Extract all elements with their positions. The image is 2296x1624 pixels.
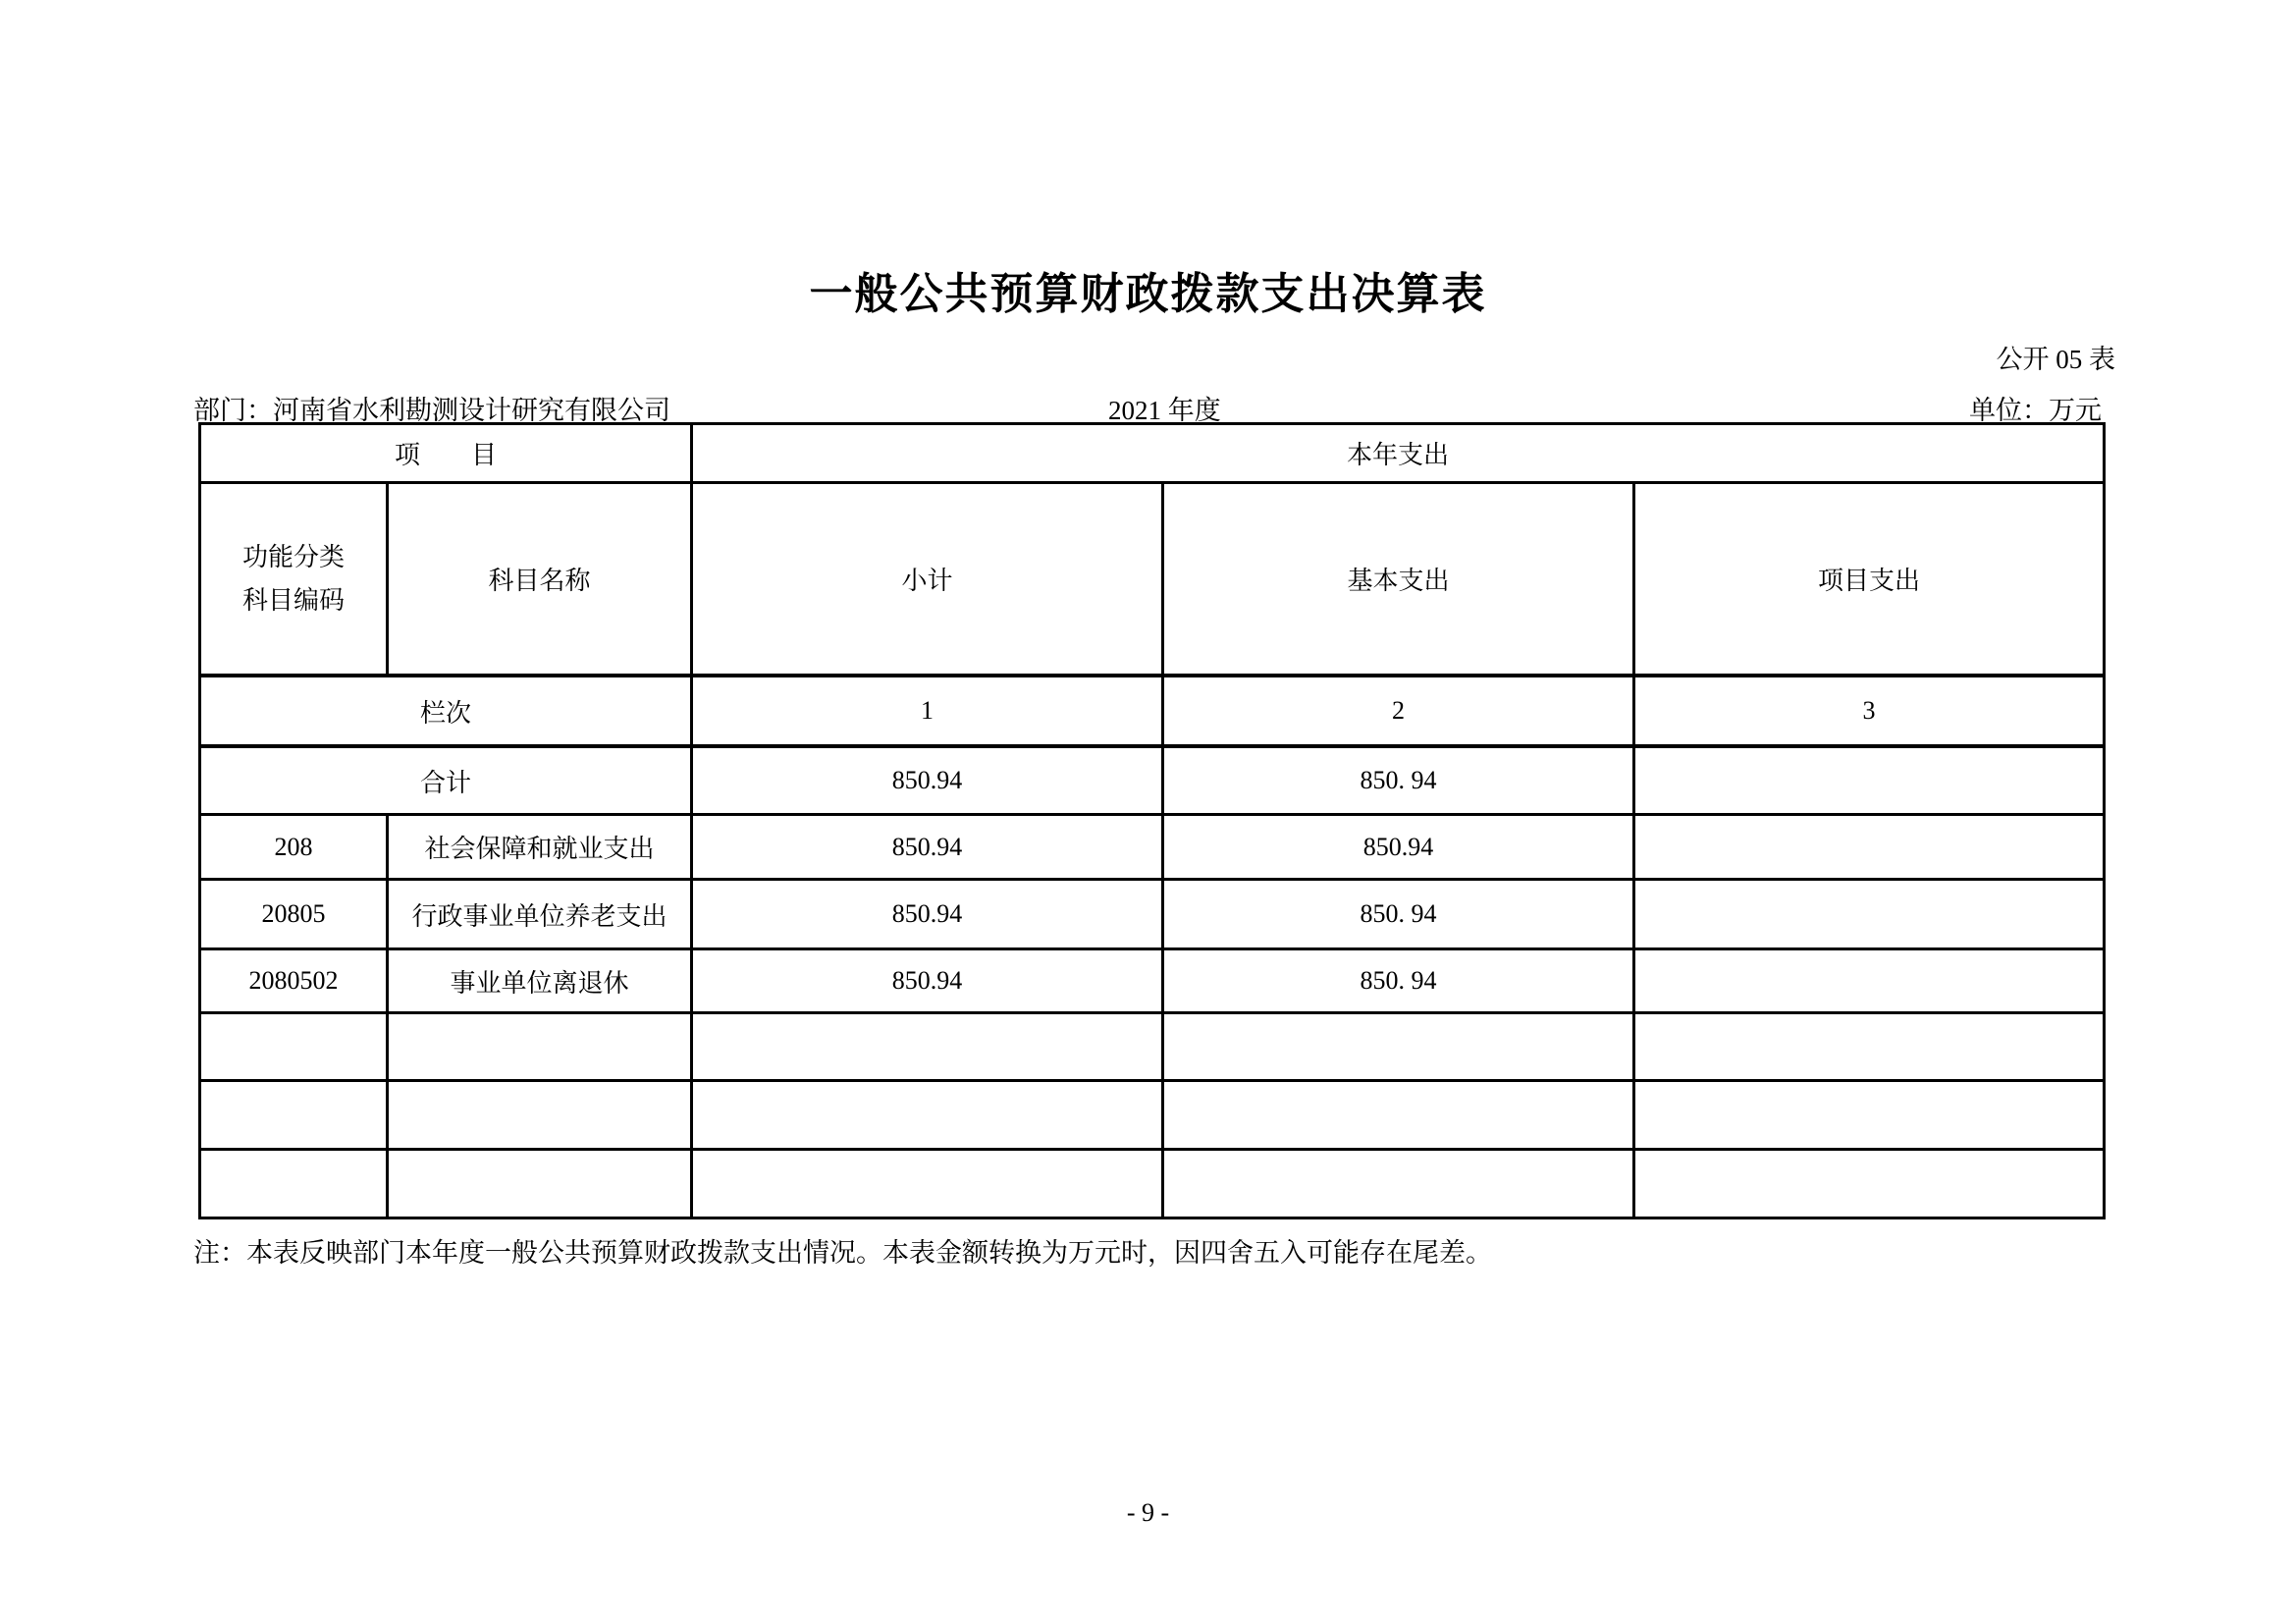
- total-basic: 850. 94: [1163, 746, 1634, 815]
- column-index-project: 3: [1634, 676, 2105, 746]
- table-row: [200, 815, 2105, 880]
- cell-function-code: [200, 1150, 388, 1218]
- total-label: 合计: [200, 746, 692, 815]
- table-row-empty: [200, 1081, 2105, 1150]
- page-number: - 9 -: [1126, 1498, 1170, 1527]
- total-project: [1634, 746, 2105, 815]
- cell-basic: 850.94: [1163, 815, 1634, 880]
- cell-subtotal: [692, 1013, 1163, 1081]
- total-row: [200, 746, 2105, 815]
- header-function-code-line1: 功能分类: [241, 542, 345, 571]
- cell-function-code: [200, 1081, 388, 1150]
- header-item-group: 项 目: [200, 424, 692, 483]
- note-text: 注：本表反映部门本年度一般公共预算财政拨款支出情况。本表金额转换为万元时，因四舍五入可能存在尾差。: [193, 1238, 1492, 1268]
- total-subtotal: 850.94: [692, 746, 1163, 815]
- cell-function-code: 2080502: [200, 949, 388, 1013]
- cell-subject-name: [388, 1150, 692, 1218]
- column-index-subtotal: 1: [692, 676, 1163, 746]
- header-function-code: [200, 483, 388, 677]
- cell-project: [1634, 815, 2105, 880]
- cell-function-code: 208: [200, 815, 388, 880]
- cell-subtotal: [692, 1081, 1163, 1150]
- budget-table: [198, 422, 2106, 1219]
- cell-subtotal: 850.94: [692, 949, 1163, 1013]
- cell-subject-name: [388, 1081, 692, 1150]
- form-code-label: 公开 05 表: [1996, 345, 2115, 374]
- header-basic-expenditure: 基本支出: [1163, 483, 1634, 677]
- cell-basic: [1163, 1013, 1634, 1081]
- cell-function-code: [200, 1013, 388, 1081]
- cell-subject-name: 社会保障和就业支出: [388, 815, 692, 880]
- cell-basic: 850. 94: [1163, 949, 1634, 1013]
- column-index-row: [200, 676, 2105, 746]
- header-current-year-expenditure: 本年支出: [692, 424, 2105, 483]
- cell-project: [1634, 1013, 2105, 1081]
- column-index-basic: 2: [1163, 676, 1634, 746]
- cell-project: [1634, 880, 2105, 949]
- header-subject-name: 科目名称: [388, 483, 692, 677]
- cell-subtotal: [692, 1150, 1163, 1218]
- department-label: 部门：河南省水利勘测设计研究有限公司: [193, 396, 670, 425]
- cell-project: [1634, 1150, 2105, 1218]
- header-function-code-line2: 科目编码: [241, 585, 345, 615]
- cell-subtotal: 850.94: [692, 880, 1163, 949]
- fiscal-year-label: 2021 年度: [1108, 396, 1221, 425]
- cell-project: [1634, 1081, 2105, 1150]
- cell-subtotal: 850.94: [692, 815, 1163, 880]
- cell-subject-name: [388, 1013, 692, 1081]
- cell-subject-name: 事业单位离退休: [388, 949, 692, 1013]
- column-index-label: 栏次: [200, 676, 692, 746]
- cell-project: [1634, 949, 2105, 1013]
- unit-label: 单位：万元: [1969, 396, 2102, 425]
- table-row: [200, 949, 2105, 1013]
- cell-subject-name: 行政事业单位养老支出: [388, 880, 692, 949]
- header-subtotal: 小计: [692, 483, 1163, 677]
- header-project-expenditure: 项目支出: [1634, 483, 2105, 677]
- table-column-header-row: [200, 483, 2105, 677]
- cell-function-code: 20805: [200, 880, 388, 949]
- table-row-empty: [200, 1150, 2105, 1218]
- page-title: 一般公共预算财政拨款支出决算表: [809, 269, 1487, 319]
- cell-basic: [1163, 1081, 1634, 1150]
- table-group-header-row: [200, 424, 2105, 483]
- cell-basic: 850. 94: [1163, 880, 1634, 949]
- table-row: [200, 880, 2105, 949]
- cell-basic: [1163, 1150, 1634, 1218]
- table-row-empty: [200, 1013, 2105, 1081]
